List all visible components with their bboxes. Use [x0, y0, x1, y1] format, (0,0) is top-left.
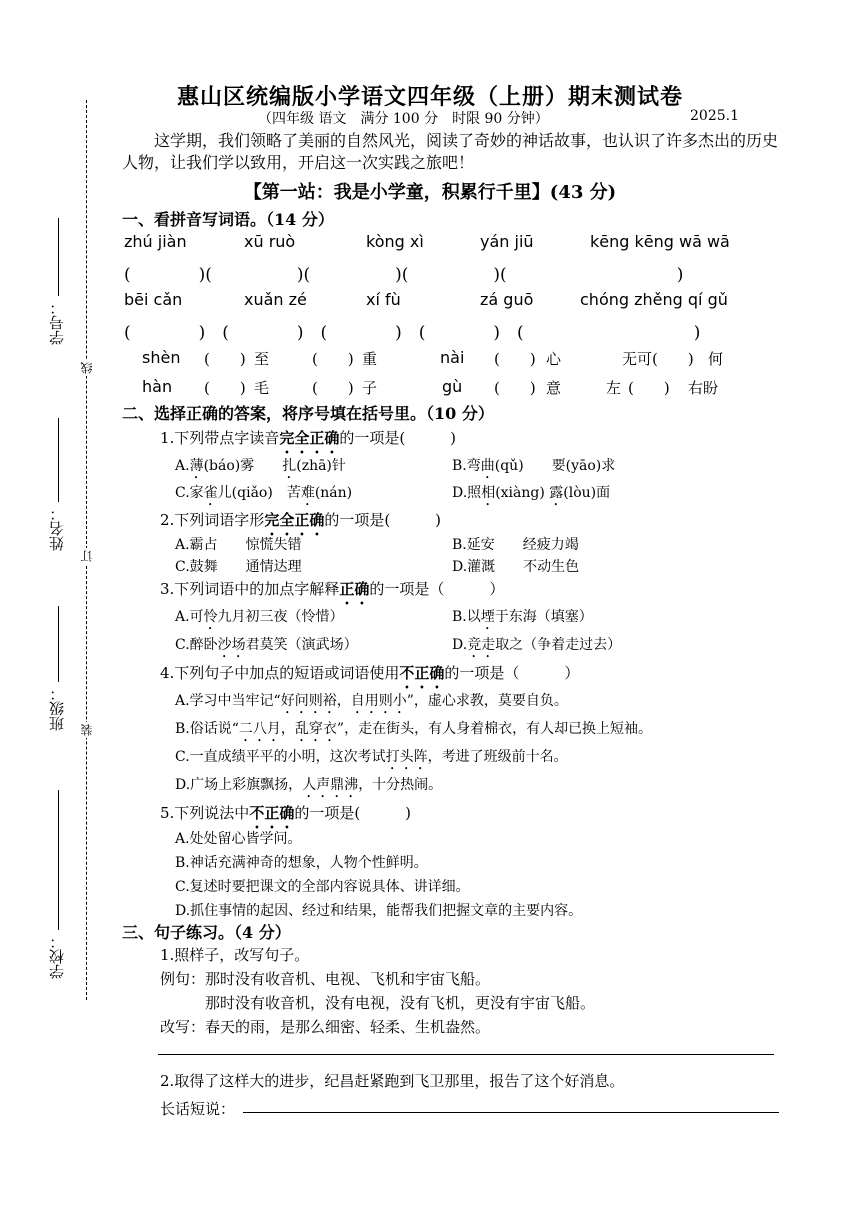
- char: 重: [362, 350, 378, 368]
- question-2-3: 3.下列词语中的加点字解释正确的一项是（ ）: [160, 580, 505, 598]
- blank[interactable]: ( ): [494, 379, 536, 397]
- char: 无可: [622, 350, 653, 368]
- answer-boxes-row-2[interactable]: ( ) ( ) ( ) ( ) ( ): [124, 323, 701, 343]
- char: 心: [546, 350, 562, 368]
- blank[interactable]: ( ): [204, 350, 246, 368]
- blank[interactable]: ( ): [628, 379, 670, 397]
- answer-boxes-row-1[interactable]: ( )( )( )( )( ): [124, 265, 684, 285]
- option-2-5-c[interactable]: C.复述时要把课文的全部内容说具体、讲详细。: [175, 879, 470, 895]
- pinyin-item: chóng zhěng qí gǔ: [580, 290, 728, 309]
- rewrite-answer-line[interactable]: [158, 1054, 774, 1055]
- option-2-3-c[interactable]: C.醉卧沙场君莫笑（演武场）: [175, 637, 358, 653]
- option-2-2-a[interactable]: A.霸占 惊慌失错: [175, 537, 302, 553]
- blank[interactable]: ( ): [652, 350, 694, 368]
- option-2-4-b[interactable]: B.俗话说“二八月，乱穿衣”，走在街头，有人身着棉衣，有人却已换上短袖。: [175, 721, 653, 737]
- pinyin-item: kòng xì: [366, 232, 424, 251]
- part3-heading: 三、句子练习。（4 分）: [122, 923, 291, 942]
- part2-heading: 二、选择正确的答案，将序号填在括号里。（10 分）: [122, 404, 494, 423]
- binding-mark-line: 线: [80, 362, 94, 374]
- pinyin-item: zá guō: [480, 290, 534, 309]
- exam-subtitle: （四年级 语文 满分 100 分 时限 90 分钟）: [258, 111, 549, 127]
- pinyin-item: shèn: [142, 348, 181, 367]
- question-text: 的一项是( ): [339, 429, 457, 447]
- intro-paragraph: 这学期，我们领略了美丽的自然风光，阅读了奇妙的神话故事，也认识了许多杰出的历史人物，让我们学以致用，开启这一次实践之旅吧！: [122, 131, 779, 172]
- question-emphasis: 完全正确: [279, 429, 340, 447]
- class-field[interactable]: [58, 606, 59, 682]
- question-2-4: 4.下列句子中加点的短语或词语使用不正确的一项是（ ）: [160, 664, 580, 682]
- question-3-1: 1.照样子，改写句子。: [160, 946, 310, 964]
- class-label: 班级：: [48, 686, 66, 731]
- char: 毛: [254, 379, 270, 397]
- option-2-5-a[interactable]: A.处处留心皆学问。: [175, 831, 302, 847]
- rewrite-prompt: 改写：春天的雨，是那么细密、轻柔、生机盎然。: [160, 1018, 491, 1036]
- pinyin-item: xuǎn zé: [244, 290, 307, 309]
- blank[interactable]: ( ): [494, 350, 536, 368]
- option-2-3-d[interactable]: D.竞走取之（争着走过去）: [452, 637, 622, 653]
- question-3-2: 2.取得了这样大的进步，纪昌赶紧跑到飞卫那里，报告了这个好消息。: [160, 1072, 625, 1090]
- option-2-1-c[interactable]: C.家雀儿(qiǎo) 苦难(nán): [175, 485, 353, 501]
- option-2-4-a[interactable]: A.学习中当牢记“好问则裕，自用则小”，虚心求教，莫要自负。: [175, 693, 568, 709]
- char: 至: [254, 350, 270, 368]
- option-2-5-d[interactable]: D.抓住事情的起因、经过和结果，能帮我们把握文章的主要内容。: [175, 903, 583, 919]
- pinyin-item: xū ruò: [244, 232, 296, 251]
- binding-mark-staple: 订: [80, 550, 94, 562]
- pinyin-item: bēi cǎn: [124, 290, 183, 309]
- name-field[interactable]: [58, 418, 59, 502]
- name-label: 姓名：: [48, 506, 66, 551]
- option-2-1-a[interactable]: A.薄(báo)雾 扎(zhā)针: [175, 458, 346, 474]
- exam-date: 2025.1: [690, 108, 739, 124]
- shorten-answer-line[interactable]: [243, 1112, 779, 1113]
- char: 意: [546, 379, 562, 397]
- option-2-3-a[interactable]: A.可怜九月初三夜（怜惜）: [175, 609, 344, 625]
- student-id-field[interactable]: [58, 218, 59, 296]
- example-sentence-1: 例句：那时没有收音机、电视、飞机和宇宙飞船。: [160, 970, 491, 988]
- char: 左: [606, 379, 622, 397]
- char: 何: [708, 350, 724, 368]
- blank[interactable]: ( ): [312, 379, 354, 397]
- blank[interactable]: ( ): [204, 379, 246, 397]
- example-sentence-2: 那时没有收音机，没有电视，没有飞机，更没有宇宙飞船。: [205, 994, 596, 1012]
- char: 子: [362, 379, 378, 397]
- pinyin-item: xí fù: [366, 290, 401, 309]
- school-label: 学校：: [48, 934, 66, 979]
- pinyin-item: zhú jiàn: [124, 232, 187, 251]
- option-2-3-b[interactable]: B.以堙于东海（填塞）: [452, 609, 593, 625]
- question-text: 1.下列带点字读音: [160, 429, 280, 447]
- option-2-5-b[interactable]: B.神话充满神奇的想象，人物个性鲜明。: [175, 855, 428, 871]
- pinyin-item: hàn: [142, 377, 173, 396]
- school-field[interactable]: [58, 790, 59, 930]
- option-2-1-d[interactable]: D.照相(xiàng) 露(lòu)面: [452, 485, 611, 501]
- pinyin-item: yán jiū: [480, 232, 534, 251]
- station-one-heading: 【第一站：我是小学童，积累行千里】(43 分): [243, 182, 617, 203]
- option-2-2-d[interactable]: D.灌溉 不动生色: [452, 559, 580, 575]
- pinyin-item: nài: [440, 348, 465, 367]
- char: 右盼: [688, 379, 719, 397]
- option-2-4-d[interactable]: D.广场上彩旗飘扬，人声鼎沸，十分热闹。: [175, 777, 443, 793]
- blank[interactable]: ( ): [312, 350, 354, 368]
- option-2-2-b[interactable]: B.延安 经疲力竭: [452, 537, 579, 553]
- option-2-1-b[interactable]: B.弯曲(qǔ) 要(yāo)求: [452, 458, 616, 474]
- binding-mark-seal: 装: [80, 724, 94, 736]
- student-id-label: 学号：: [48, 300, 66, 345]
- question-2-2: 2.下列词语字形完全正确的一项是( ): [160, 511, 442, 529]
- option-2-2-c[interactable]: C.鼓舞 通情达理: [175, 559, 302, 575]
- shorten-label: 长话短说：: [160, 1100, 236, 1118]
- question-2-1: [160, 427, 456, 457]
- pinyin-item: gù: [442, 377, 463, 396]
- pinyin-item: kēng kēng wā wā: [590, 232, 730, 251]
- question-2-5: 5.下列说法中不正确的一项是( ): [160, 804, 412, 822]
- exam-title: 惠山区统编版小学语文四年级（上册）期末测试卷: [176, 84, 683, 110]
- option-2-4-c[interactable]: C.一直成绩平平的小明，这次考试打头阵，考进了班级前十名。: [175, 749, 568, 765]
- part1-heading: 一、看拼音写词语。（14 分）: [122, 210, 334, 229]
